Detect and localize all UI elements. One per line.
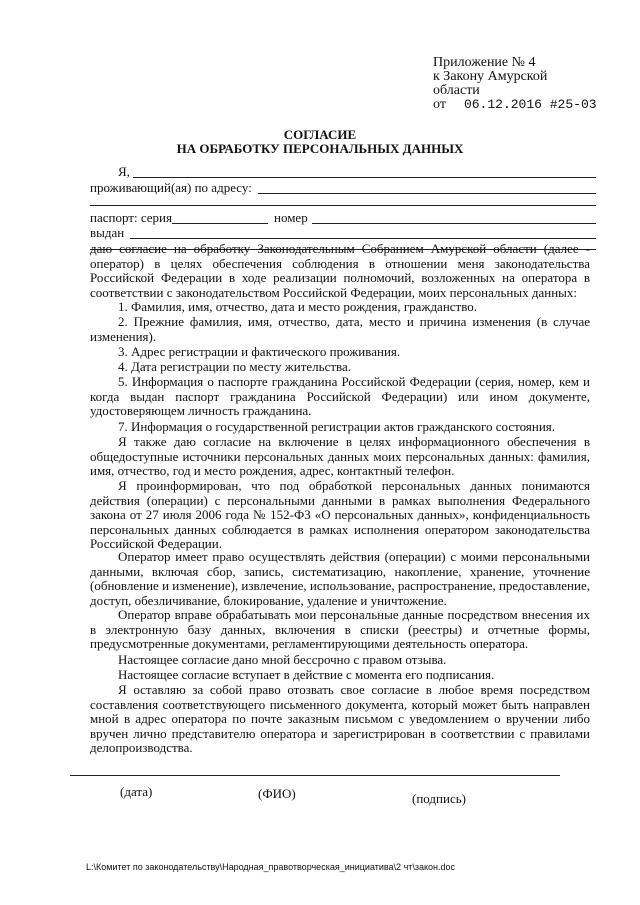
list-item-1: 1. Фамилия, имя, отчество, дата и место рождения, гражданство. — [118, 299, 478, 314]
address-field-line-2[interactable] — [90, 205, 596, 206]
signature-caption: (подпись) — [412, 791, 466, 806]
appendix-line-1: Приложение № 4 — [433, 55, 536, 70]
passport-number-label: номер — [274, 210, 308, 225]
passport-number-field[interactable] — [312, 223, 596, 224]
appendix-date-row — [433, 98, 597, 112]
list-item-7: 7. Информация о государственной регистрации актов гражданского состояния. — [118, 419, 556, 434]
revocation-paragraph: Я оставляю за собой право отозвать свое согласие в любое время посредством составления соответствующего письменного документа, который может быть направлен мной в адрес оператора по почте заказным письмом с уведомлением о вручении либо вручен лично представителю оператора и зарегистрирован в соответствии с правилами делопроизводства. — [90, 682, 590, 756]
operator-processing-paragraph: Оператор вправе обрабатывать мои персональные данные посредством внесения их в электронную базу данных, включения в списки (реестры) и отчетные формы, предусмотренные документами, регламентирующими деятельность оператора. — [90, 607, 590, 652]
list-item-2: 2. Прежние фамилия, имя, отчество, дата, место и причина изменения (в случае изменения). — [90, 314, 590, 344]
appendix-line-2: к Закону Амурской — [433, 69, 548, 84]
consent-paragraph: даю согласие на обработку Законодательным Собранием Амурской области (далее - оператор) в целях обеспечения соблюдения в отношении меня законодательства Российской Федерации в ходе реализации полномочий, возложенных на оператора в соответствии с законодательством Российской Федерации, моих персональных данных: — [90, 241, 590, 300]
document-subtitle: НА ОБРАБОТКУ ПЕРСОНАЛЬНЫХ ДАННЫХ — [176, 141, 464, 156]
list-item-5: 5. Информация о паспорте гражданина Российской Федерации (серия, номер, кем и когда выдан паспорт гражданина Российской Федерации) или ином документе, удостоверяющем личность гражданина. — [90, 374, 590, 419]
passport-series-label: паспорт: серия — [90, 210, 172, 225]
passport-series-field[interactable] — [172, 223, 268, 224]
from-label: от — [433, 97, 446, 112]
file-path: L:\Комитет по законодательству\Народная_правотворческая_инициатива\2 чт\закон.doc — [86, 862, 456, 872]
fio-caption: (ФИО) — [258, 786, 296, 801]
list-item-4: 4. Дата регистрации по месту жительства. — [118, 359, 352, 374]
list-item-3: 3. Адрес регистрации и фактического проживания. — [118, 344, 401, 359]
appendix-note — [433, 56, 597, 112]
indefinite-consent-paragraph: Настоящее согласие дано мной бессрочно с правом отзыва. — [118, 652, 447, 667]
document-title: СОГЛАСИЕ — [283, 127, 357, 142]
effective-paragraph: Настоящее согласие вступает в действие с момента его подписания. — [118, 667, 495, 682]
appendix-line-3: области — [433, 83, 480, 98]
issued-label: выдан — [90, 225, 125, 240]
ya-label: Я, — [118, 164, 130, 179]
fullname-field[interactable] — [133, 177, 596, 178]
address-field-line-1[interactable] — [258, 193, 596, 194]
issued-field-line-1[interactable] — [130, 238, 596, 239]
public-sources-paragraph: Я также даю согласие на включение в целях информационного обеспечения в общедоступные источники персональных данных моих персональных данных: фамилия, имя, отчество, год и место рождения, адрес, контактный телефон. — [90, 434, 590, 479]
informed-paragraph: Я проинформирован, что под обработкой персональных данных понимаются действия (операции) с персональными данными в рамках выполнения Федерального закона от 27 июля 2006 года № 152-ФЗ «О персональных данных», конфиденциальность персональных данных соблюдается в рамках исполнения оператором законодательства Российской Федерации. — [90, 478, 590, 552]
address-label: проживающий(ая) по адресу: — [90, 180, 252, 195]
signature-line[interactable] — [70, 775, 560, 776]
appendix-date: 06.12.2016 #25-03 — [463, 97, 597, 112]
date-caption: (дата) — [120, 784, 153, 799]
operator-rights-paragraph: Оператор имеет право осуществлять действия (операции) с моими персональными данными, включая сбор, запись, систематизацию, накопление, хранение, уточнение (обновление и изменение), извлечение, использование, распространение, предоставление, доступ, обезличивание, блокирование, удаление и уничтожение. — [90, 549, 590, 608]
